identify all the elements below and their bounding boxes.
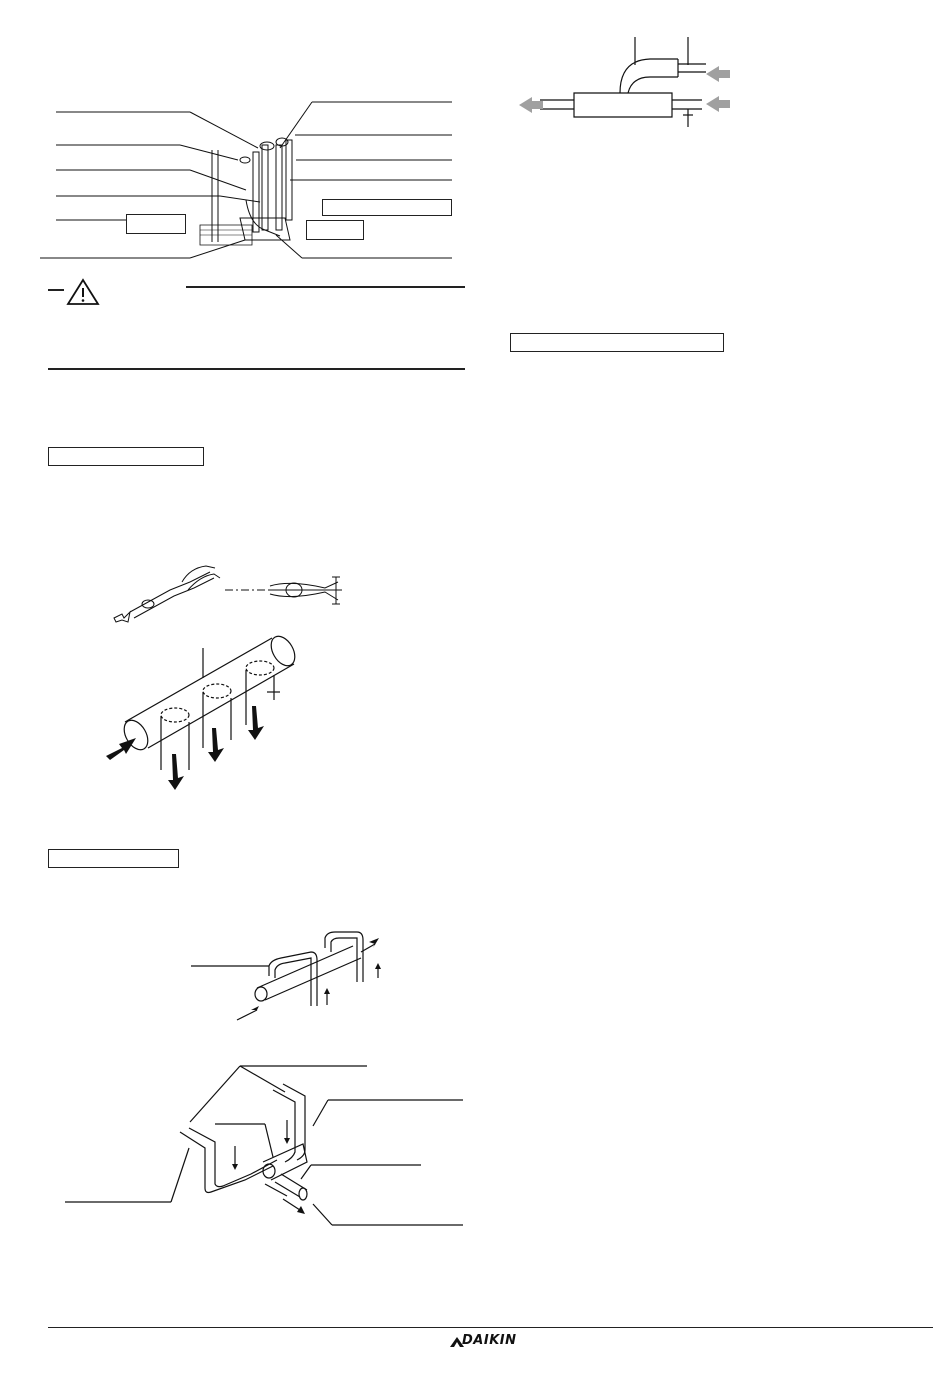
caution-top-rule xyxy=(186,286,465,288)
piping-overview-figure xyxy=(40,90,465,265)
section-heading-box-2 xyxy=(48,849,179,868)
figure-label-box-1 xyxy=(126,214,186,234)
tilt-figure xyxy=(110,560,360,625)
warning-triangle-icon xyxy=(66,278,100,306)
pipe-section-figure xyxy=(100,630,310,795)
manifold-drawing xyxy=(185,930,385,1020)
branch-tee-drawing xyxy=(510,35,760,135)
pipe-section-drawing xyxy=(100,630,310,795)
figure-label-box-3 xyxy=(306,220,364,240)
caution-lead-line xyxy=(48,289,64,291)
section-heading-box-3 xyxy=(510,333,724,352)
piping-overview-drawing xyxy=(40,90,465,265)
header-piping-figure xyxy=(65,1062,465,1230)
figure-label-box-2 xyxy=(322,199,452,216)
caution-block xyxy=(48,278,465,373)
footer-rule xyxy=(48,1327,933,1328)
section-heading-box-1 xyxy=(48,447,204,466)
caution-bottom-rule xyxy=(48,368,465,370)
manifold-figure xyxy=(185,930,385,1020)
header-piping-drawing xyxy=(65,1062,465,1230)
tilt-drawing xyxy=(110,560,360,625)
branch-tee-figure xyxy=(510,35,760,135)
footer-brand: DAIKIN xyxy=(462,1333,517,1348)
